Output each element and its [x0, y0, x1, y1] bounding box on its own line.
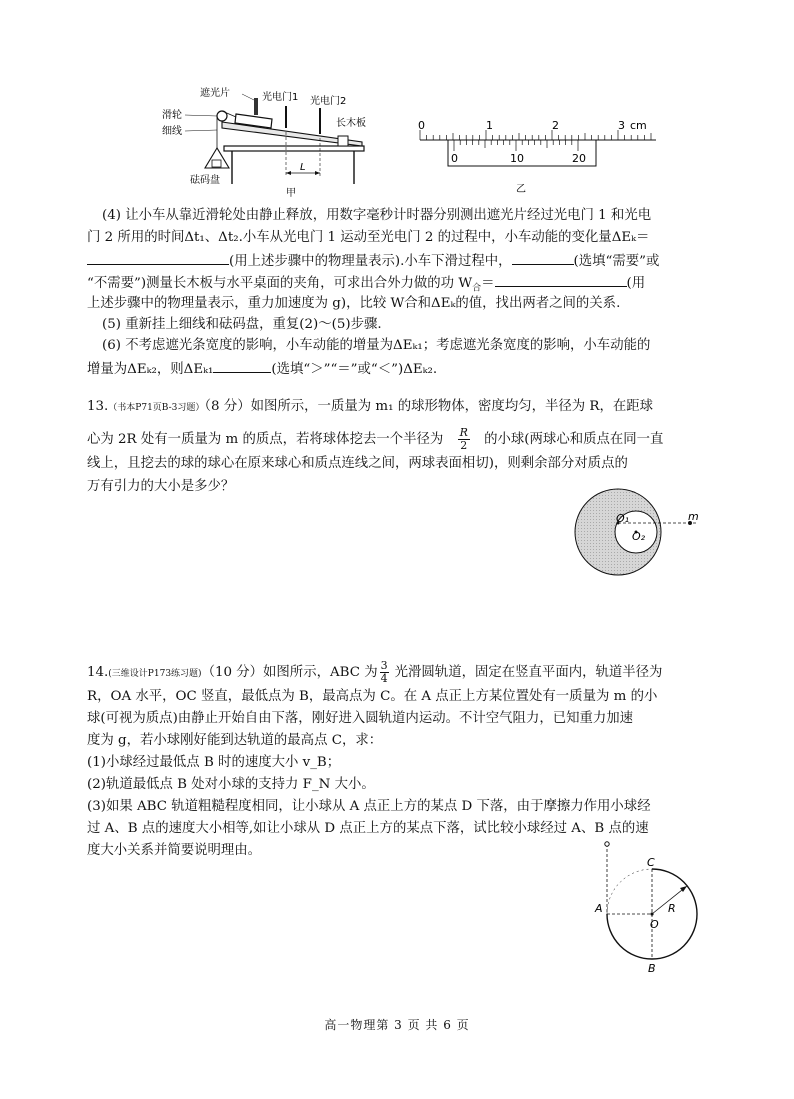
q14-number: 14. [87, 665, 109, 680]
fraction-r-over-2: $\frac{R}{2}$ [459, 426, 468, 452]
label-gate1: 光电门1 [262, 92, 299, 103]
label-R: R [668, 902, 676, 915]
label-m: m [688, 510, 699, 523]
table-top [224, 146, 364, 151]
q14-source: (三维设计P173练习题) [108, 669, 202, 679]
weight-block [212, 160, 221, 167]
vernier-tick-0: 0 [451, 152, 458, 165]
label-string: 细线 [162, 126, 182, 137]
label-board: 长木板 [336, 118, 366, 129]
light-shield [254, 98, 258, 115]
figure-q13-sphere [568, 488, 718, 578]
page-footer: 高一物理第 3 页 共 6 页 [324, 1018, 470, 1032]
main-tick-3: 3 [618, 119, 625, 132]
q12-p5: (5) 重新挂上细线和砝码盘，重复(2)～(5)步骤. [102, 317, 382, 332]
q14-sub3-line3: 度大小关系并简要说明理由。 [87, 843, 262, 858]
unit-cm: cm [630, 119, 647, 132]
caption-jia: 甲 [286, 188, 296, 199]
q14-line1: 14.(三维设计P173练习题)（10 分）如图所示，ABC 为 $\frac{3}{4}$ 光滑圆轨道，固定在竖直平面内，轨道半径为 [87, 659, 663, 685]
q12-p4-line4: “不需要”)测量长木板与水平桌面的夹角，可求出合外力做的功 $W_合=$ (用 [87, 273, 645, 298]
caption-yi: 乙 [516, 184, 526, 195]
figure-q14-track [590, 838, 730, 978]
q14-line4: 度为 g，若小球刚好能到达轨道的最高点 C，求： [87, 733, 383, 748]
q13-line2: 心为 2R 处有一质量为 m 的质点，若将球体挖去一个半径为 $\frac{R}{2}$ 的小球(两球心和质点在同一直 [87, 426, 664, 452]
q13-score: （8 分） [204, 399, 251, 414]
q13-line4: 万有引力的大小是多少？ [87, 479, 235, 494]
q14-line2: R，OA 水平，OC 竖直，最低点为 B，最高点为 C。在 A 点正上方某位置处有一质量为 m 的小 [87, 689, 658, 704]
board-support [338, 136, 348, 146]
q14-line3: 球(可视为质点)由静止开始自由下落，刚好进入圆轨道内运动。不计空气阻力，已知重力加速 [87, 711, 634, 726]
q13-line3: 线上，且挖去的球的球心在原来球心和质点连线之间，两球表面相切)，则剩余部分对质点的 [87, 456, 628, 471]
q12-p6-line2: 增量为ΔEₖ₂，则ΔEₖ₁ (选填“＞”“＝”或“＜”)ΔEₖ₂. [87, 359, 437, 379]
label-weights: 砝码盘 [190, 175, 220, 186]
q14-sub2: (2)轨道最低点 B 处对小球的支持力 F_N 大小。 [87, 777, 375, 792]
label-A: A [595, 902, 603, 915]
q14-sub3-line1: (3)如果 ABC 轨道粗糙程度相同，让小球从 A 点正上方的某点 D 下落，由于摩擦力作用小球经 [87, 799, 651, 814]
label-C: C [647, 856, 655, 869]
fraction-3-over-4: $\frac{3}{4}$ [380, 659, 388, 685]
label-o2: O₂ [632, 530, 646, 543]
answer-blank-delta-ek[interactable] [87, 251, 229, 265]
q13-line1: 13.（书本P71页B-3习题）（8 分）如图所示，一质量为 m₁ 的球形物体，密度均匀，半径为 R，在距球 [87, 399, 654, 414]
label-zheguangpian: 遮光片 [200, 88, 230, 99]
main-tick-0: 0 [418, 119, 425, 132]
vernier-ticks [454, 140, 578, 151]
q12-p4-line3: (用上述步骤中的物理量表示).小车下滑过程中， (选填“需要”或 [87, 251, 659, 271]
figure-jia-apparatus [150, 84, 370, 200]
answer-blank-compare[interactable] [213, 359, 271, 373]
q12-p4-line5: 上述步骤中的物理量表示，重力加速度为 g)，比较 W合和ΔEₖ的值，找出两者之间的关系. [87, 296, 621, 311]
main-scale-ticks [420, 130, 651, 140]
label-O: O [650, 918, 659, 931]
q12-p4-line2: 门 2 所用的时间Δt₁、Δt₂.小车从光电门 1 运动至光电门 2 的过程中，小车动能的变化量ΔEₖ＝ [87, 230, 650, 245]
label-L: L [300, 162, 306, 173]
vernier-tick-10: 10 [510, 152, 524, 165]
answer-blank-work[interactable] [495, 273, 627, 287]
q14-sub3-line2: 过 A、B 点的速度大小相等,如让小球从 D 点正上方的某点下落，试比较小球经过 A、B 点的速 [87, 821, 649, 836]
q14-score: （10 分） [201, 665, 264, 680]
label-pulley: 滑轮 [162, 110, 182, 121]
ball [605, 842, 609, 846]
figure-yi-vernier [408, 112, 668, 200]
label-gate2: 光电门2 [310, 96, 347, 107]
label-B: B [648, 962, 656, 975]
answer-blank-need-angle[interactable] [512, 251, 574, 265]
main-tick-1: 1 [486, 119, 493, 132]
q13-number: 13. [87, 399, 109, 414]
label-o1: O₁ [616, 512, 630, 525]
main-tick-2: 2 [552, 119, 559, 132]
q12-p6-line1: (6) 不考虑遮光条宽度的影响，小车动能的增量为ΔEₖ₁；考虑遮光条宽度的影响，小车动能的 [102, 338, 651, 353]
q14-sub1: (1)小球经过最低点 B 时的速度大小 v_B； [87, 755, 341, 770]
vernier-tick-20: 20 [572, 152, 586, 165]
q13-source: （书本P71页B-3习题） [108, 403, 205, 413]
q12-p4-line1: (4) 让小车从靠近滑轮处由静止释放，用数字毫秒计时器分别测出遮光片经过光电门 1 和光电 [102, 208, 652, 223]
